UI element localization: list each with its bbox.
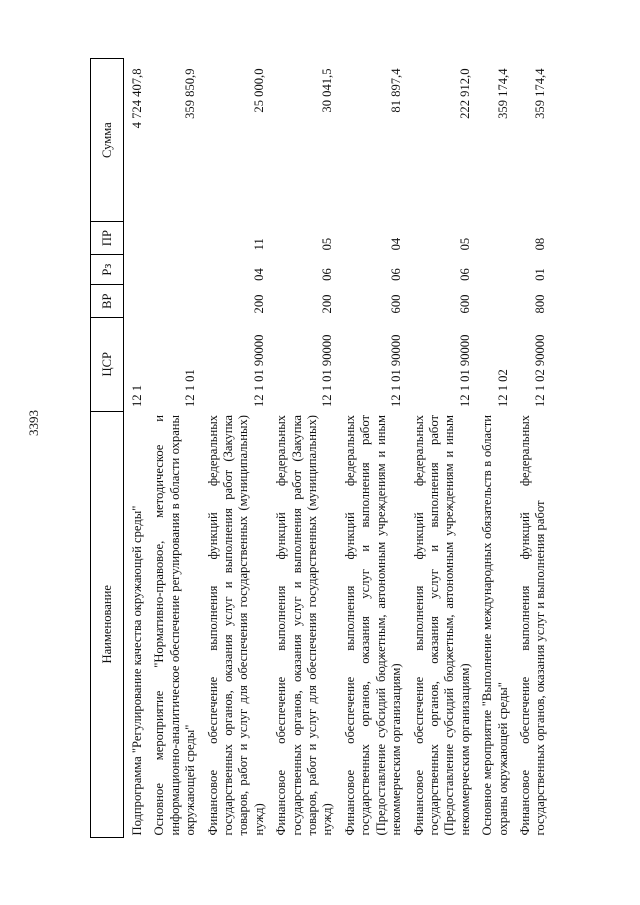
row-sum: 30 041,5	[320, 68, 335, 113]
row-pr: 05	[457, 237, 472, 251]
row-vr: 600	[389, 294, 404, 314]
row-pr: 04	[389, 237, 404, 251]
header-csr: ЦСР	[91, 317, 124, 411]
row-csr: 12 1 02 90000	[533, 334, 548, 408]
row-pr	[124, 222, 150, 255]
row-sum: 359 850,9	[183, 68, 198, 119]
row-name: Основное мероприятие "Нормативно-правовое, методическое и информационно-аналитическое обеспечение регулирования в области охраны окружающей среды"	[152, 415, 198, 836]
row-rz: 01	[533, 268, 548, 281]
row-name: Финансовое обеспечение выполнения функций федеральных государственных органов, оказания услуг и выполнения работ (Предоставление субсидий бюджетным, автономным учреждениям и иным некоммерческим организациям)	[342, 415, 404, 836]
row-csr: 12 1 01 90000	[251, 334, 266, 408]
header-sum: Сумма	[91, 59, 124, 222]
header-name: Наименование	[91, 411, 124, 837]
table-row	[271, 59, 340, 838]
row-sum: 81 897,4	[389, 68, 404, 113]
budget-table	[90, 58, 553, 838]
row-rz	[124, 254, 150, 284]
row-rz: 06	[389, 268, 404, 281]
row-csr: 12 1 02	[495, 369, 510, 408]
table-row	[340, 59, 409, 838]
row-vr: 800	[533, 294, 548, 314]
table-header-row	[91, 59, 124, 838]
row-name: Подпрограмма "Регулирование качества окружающей среды"	[130, 505, 144, 836]
table-row	[409, 59, 478, 838]
row-sum: 4 724 407,8	[130, 68, 144, 129]
row-vr	[149, 285, 202, 318]
header-rz: Рз	[91, 254, 124, 284]
row-pr	[149, 222, 202, 255]
table-row	[124, 59, 150, 838]
row-name: Финансовое обеспечение выполнения функций федеральных государственных органов, оказания услуг и выполнения работ (Закупка товаров, работ и услуг для обеспечения государственных (муниципальных) нужд)	[274, 415, 335, 836]
row-vr	[477, 285, 515, 318]
row-name: Основное мероприятие "Выполнение международных обязательств в области охраны окружающей среды"	[480, 415, 510, 836]
table-row	[515, 59, 553, 838]
row-sum: 359 174,4	[495, 68, 510, 119]
rotated-page-content	[90, 58, 620, 838]
row-name: Финансовое обеспечение выполнения функций федеральных государственных органов, оказания услуг и выполнения работ	[517, 415, 548, 836]
row-rz: 06	[320, 268, 335, 281]
row-vr	[124, 285, 150, 318]
row-pr	[477, 222, 515, 255]
header-pr: ПР	[91, 222, 124, 255]
row-pr: 11	[251, 238, 266, 251]
row-csr: 12 1 01 90000	[320, 334, 335, 408]
row-csr: 12 1	[130, 384, 144, 408]
row-pr: 08	[533, 237, 548, 251]
row-csr: 12 1 01 90000	[457, 334, 472, 408]
row-vr: 200	[251, 294, 266, 314]
row-rz: 06	[457, 268, 472, 281]
row-rz: 04	[251, 268, 266, 281]
row-pr: 05	[320, 237, 335, 251]
table-row	[477, 59, 515, 838]
page-number: 3393	[26, 410, 41, 436]
row-csr: 12 1 01 90000	[389, 334, 404, 408]
row-sum: 222 912,0	[457, 68, 472, 119]
row-sum: 359 174,4	[533, 68, 548, 119]
row-vr: 600	[457, 294, 472, 314]
row-vr: 200	[320, 294, 335, 314]
row-name: Финансовое обеспечение выполнения функций федеральных государственных органов, оказания услуг и выполнения работ (Предоставление субсидий бюджетным, автономным учреждениям и иным некоммерческим организациям)	[411, 415, 472, 836]
row-rz	[149, 254, 202, 284]
row-rz	[477, 254, 515, 284]
row-csr: 12 1 01	[183, 369, 198, 408]
header-vr: ВР	[91, 285, 124, 318]
table-row	[149, 59, 202, 838]
row-name: Финансовое обеспечение выполнения функций федеральных государственных органов, оказания услуг и выполнения работ (Закупка товаров, работ и услуг для обеспечения государственных (муниципальных) нужд)	[205, 415, 266, 836]
table-row	[203, 59, 272, 838]
row-sum: 25 000,0	[251, 68, 266, 113]
